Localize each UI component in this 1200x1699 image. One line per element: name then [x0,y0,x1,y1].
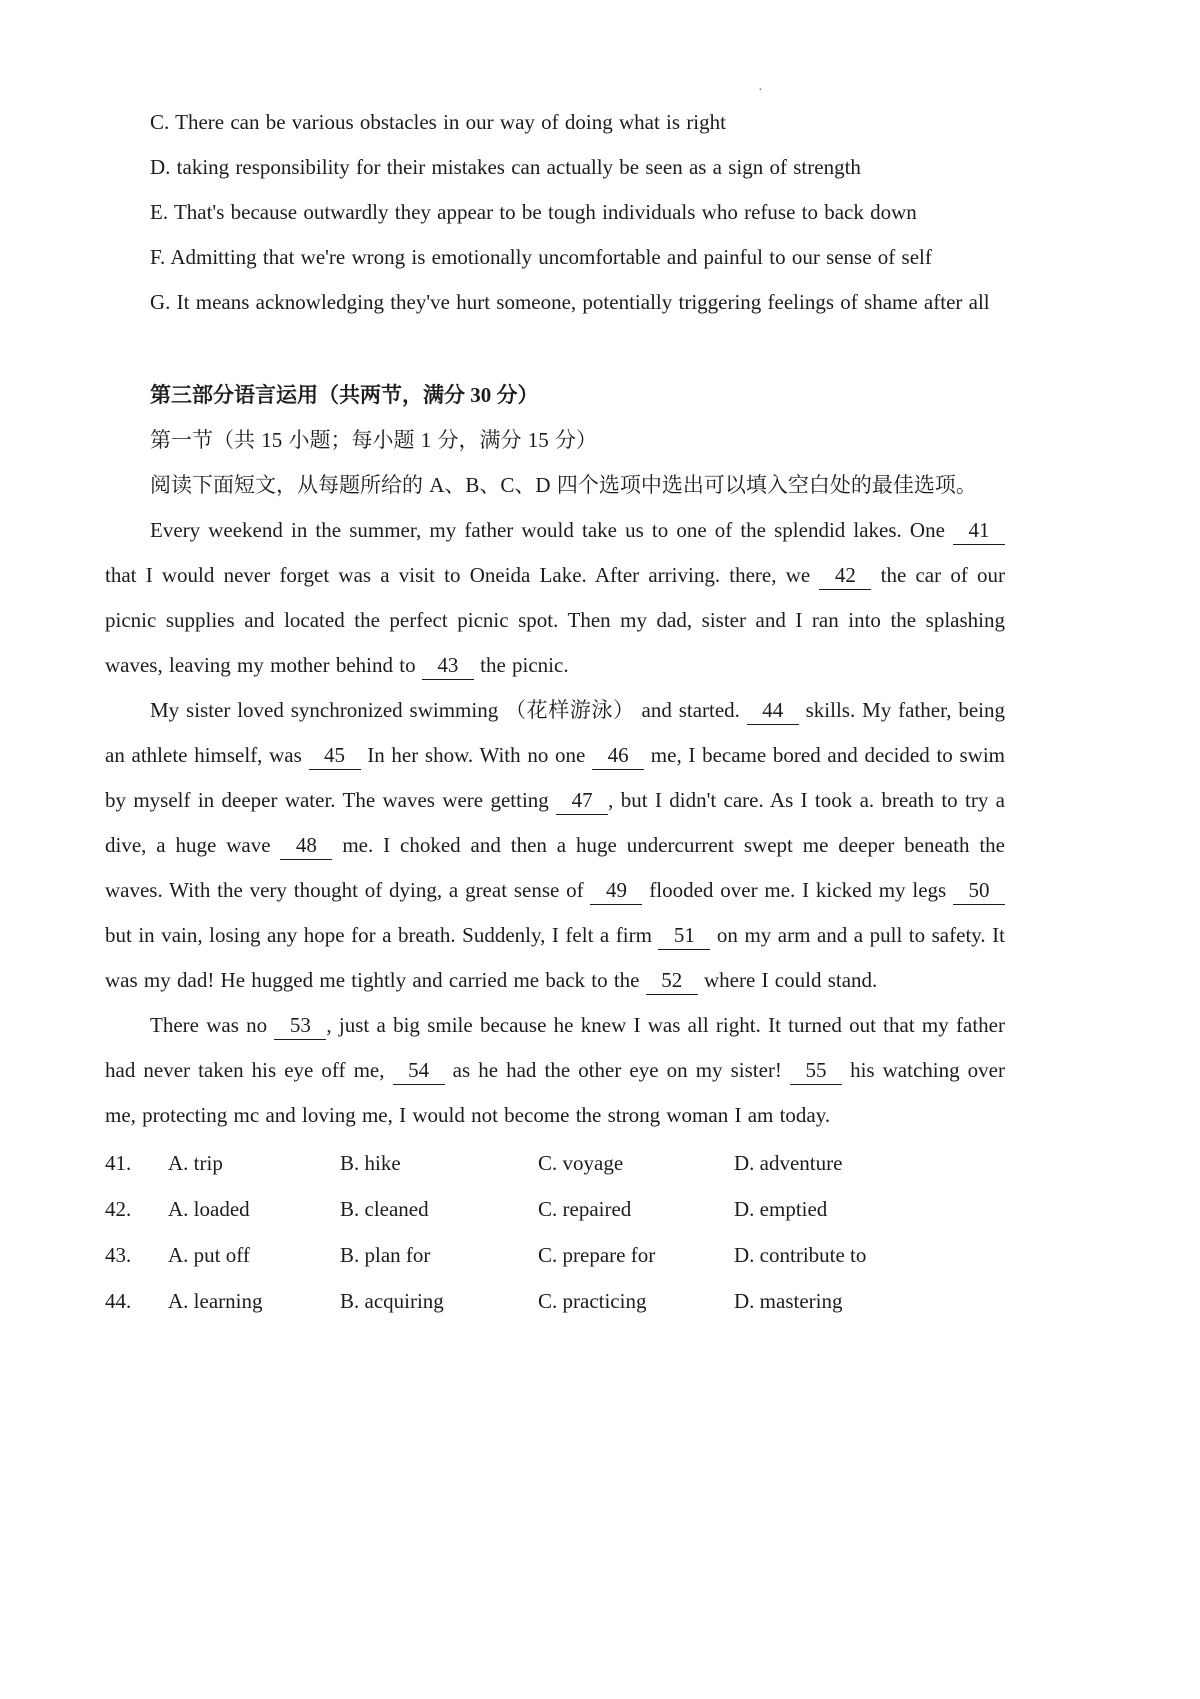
option-b: B. cleaned [340,1197,429,1221]
option-c: C. voyage [538,1151,624,1175]
question-number: 43. [105,1243,132,1267]
passage-paragraph: Every weekend in the summer, my father would take us to one of the splendid lakes. One 41 that I would never forget was a visit to Oneida Lake. After arriving. there, we 42 the car of our picnic supplies and located the perfect picnic spot. Then my dad, sister and I ran into the splashing waves, leaving my mother behind to 43 the picnic. [105,508,1005,688]
blank-54: 54 [393,1056,445,1085]
page-content [105,100,1005,1324]
answer-options-table [105,1140,1005,1324]
blank-44: 44 [747,696,799,725]
question-number: 42. [105,1197,132,1221]
blank-55: 55 [790,1056,842,1085]
passage-paragraph: There was no 53 , just a big smile because he knew I was all right. It turned out that my father had never taken his eye off me, 54 as he had the other eye on my sister! 55 his watching over me, protecting mc and loving me, I would not become the strong woman I am today. [105,1013,1006,1127]
option-b: B. acquiring [340,1289,444,1313]
gap-fill-options-list [105,100,1005,325]
option-a: A. trip [168,1151,223,1175]
question-row [105,1140,1005,1186]
option-a: A. learning [168,1289,263,1313]
gap-option-item: G. It means acknowledging they've hurt someone, potentially triggering feelings of shame after all [150,290,990,314]
blank-43: 43 [422,651,474,680]
option-d: D. contribute to [734,1243,867,1267]
option-d: D. emptied [734,1197,828,1221]
question-number: 44. [105,1289,132,1313]
option-a: A. loaded [168,1197,250,1221]
gap-option-item: C. There can be various obstacles in our way of doing what is right [150,110,726,134]
question-number: 41. [105,1151,132,1175]
question-row [105,1278,1005,1324]
option-d: D. mastering [734,1289,843,1313]
blank-51: 51 [658,921,710,950]
option-b: B. hike [340,1151,401,1175]
blank-46: 46 [592,741,644,770]
passage-paragraph: My sister loved synchronized swimming （花样游泳） and started. 44 skills. My father, being an athlete himself, was 45 In her show. With no one 46 me, I became bored and decided to swim by myself in deeper water. The waves were getting 47 , but I didn't care. As I took a. breath to try a dive, a huge wave 48 me. I choked and then a huge undercurrent swept me deeper beneath the waves. With the very thought of dying, a great sense of 49 flooded over me. I kicked my legs 50 but in vain, losing any hope for a breath. Suddenly, I felt a firm 51 on my arm and a pull to safety. It was my dad! He hugged me tightly and carried me back to the 52 where I could stand. [105,688,1005,1003]
blank-50: 50 [953,876,1005,905]
section-heading: 第三部分语言运用（共两节，满分 30 分） [150,383,539,407]
question-row [105,1232,1005,1278]
option-b: B. plan for [340,1243,431,1267]
option-c: C. practicing [538,1289,647,1313]
gap-option-item: F. Admitting that we're wrong is emotionally uncomfortable and painful to our sense of self [150,245,932,269]
section-subheading: 第一节（共 15 小题；每小题 1 分，满分 15 分） [150,428,597,452]
gap-option-item: D. taking responsibility for their mistakes can actually be seen as a sign of strength [150,155,861,179]
blank-45: 45 [309,741,361,770]
stray-dot-mark: · [758,83,763,98]
option-d: D. adventure [734,1151,843,1175]
question-row [105,1186,1005,1232]
blank-42: 42 [819,561,871,590]
blank-52: 52 [646,966,698,995]
option-c: C. repaired [538,1197,632,1221]
gap-option-item: E. That's because outwardly they appear to be tough individuals who refuse to back down [150,200,917,224]
section-instructions: 阅读下面短文，从每题所给的 A、B、C、D 四个选项中选出可以填入空白处的最佳选项。 [150,473,977,497]
cloze-passage [105,508,1005,1138]
blank-49: 49 [590,876,642,905]
blank-53: 53 [274,1011,326,1040]
option-a: A. put off [168,1243,250,1267]
blank-47: 47 [556,786,608,815]
option-c: C. prepare for [538,1243,656,1267]
blank-48: 48 [280,831,332,860]
blank-41: 41 [953,516,1005,545]
